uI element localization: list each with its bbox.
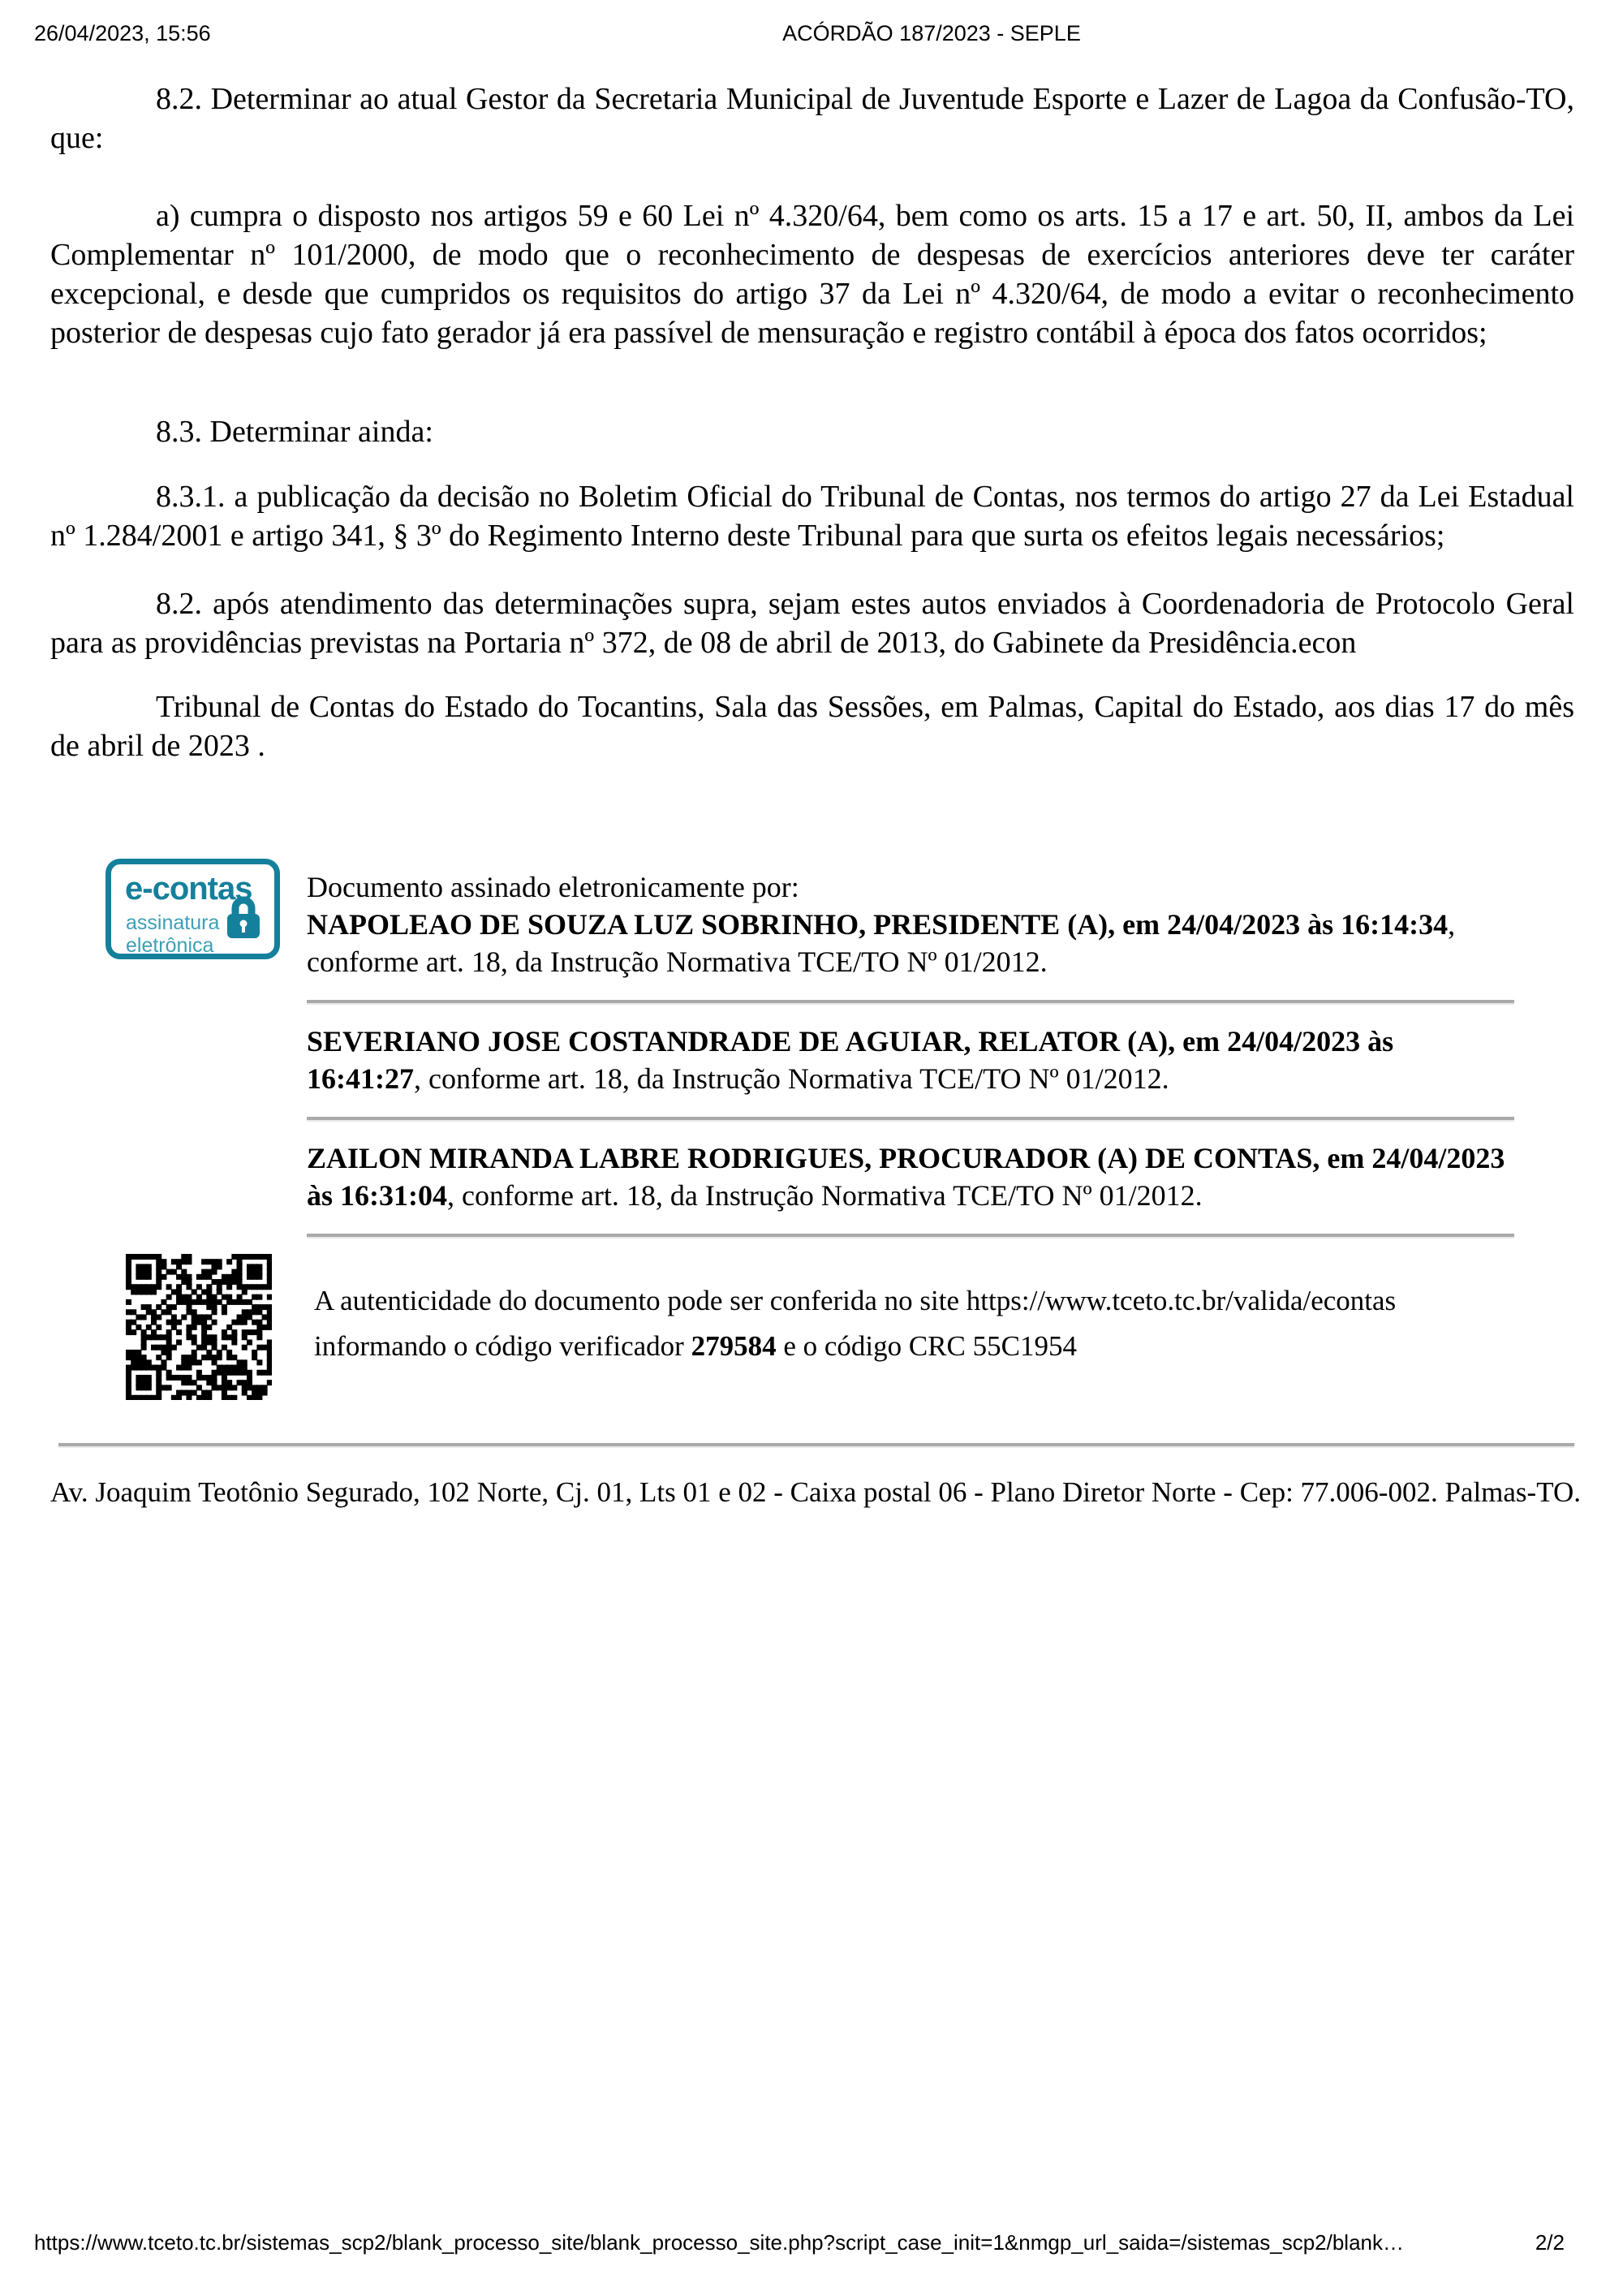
closing-paragraph: Tribunal de Contas do Estado do Tocantins, Sala das Sessões, em Palmas, Capital do Estado, aos dias 17 do mês de abril de 2023 .	[50, 690, 1574, 763]
paragraph-8-3-1: 8.3.1. a publicação da decisão no Boletim Oficial do Tribunal de Contas, nos termos do artigo 27 da Lei Estadual nº 1.284/2001 e artigo 341, § 3º do Regimento Interno deste Tribunal para que surta os efeitos legais necessários;	[50, 480, 1574, 553]
page-number: 2/2	[1535, 2230, 1565, 2255]
econtas-logo-subtitle-2: eletrônica	[126, 934, 214, 957]
signer-name-bold: ZAILON MIRANDA LABRE RODRIGUES, PROCURADOR (A) DE CONTAS, em 24/04/2023 às 16:31:04	[307, 1142, 1505, 1212]
footer-divider	[58, 1443, 1574, 1446]
source-url: https://www.tceto.tc.br/sistemas_scp2/blank_processo_site/blank_processo_site.php?script_case_init=1&nmgp_url_saida=/sistemas_scp2/blank…	[34, 2230, 1405, 2255]
signer-name-bold: SEVERIANO JOSE COSTANDRADE DE AGUIAR, RELATOR (A), em 24/04/2023 às 16:41:27	[307, 1025, 1394, 1095]
address-line: Av. Joaquim Teotônio Segurado, 102 Norte, Cj. 01, Lts 01 e 02 - Caixa postal 06 - Plano Diretor Norte - Cep: 77.006-002. Palmas-TO.	[50, 1476, 1581, 1508]
signature-divider	[307, 1234, 1514, 1237]
print-header	[0, 21, 1623, 54]
signer-entry	[307, 1139, 1514, 1214]
paragraph-8-2b: 8.2. após atendimento das determinações supra, sejam estes autos enviados à Coordenadoria de Protocolo Geral para as providências previstas na Portaria nº 372, de 08 de abril de 2013, do Gabinete da Presidência.econ	[50, 587, 1574, 660]
signature-column	[307, 859, 1514, 1256]
print-datetime: 26/04/2023, 15:56	[34, 21, 211, 45]
signer-entry	[307, 906, 1514, 980]
authenticity-text	[314, 1254, 1485, 1369]
paragraph-8-2: 8.2. Determinar ao atual Gestor da Secretaria Municipal de Juventude Esporte e Lazer de Lagoa da Confusão-TO, que:	[50, 82, 1574, 155]
paragraph-a: a) cumpra o disposto nos artigos 59 e 60 Lei nº 4.320/64, bem como os arts. 15 a 17 e art. 50, II, ambos da Lei Complementar nº 101/2000, de modo que o reconhecimento de despesas de exercícios anteriores deve ter caráter excepcional, e desde que cumpridos os requisitos do artigo 37 da Lei nº 4.320/64, de modo a evitar o reconhecimento posterior de despesas cujo fato gerador já era passível de mensuração e registro contábil à época dos fatos ocorridos;	[50, 199, 1574, 350]
signature-intro: Documento assinado eletronicamente por:	[307, 871, 799, 903]
signer-rest: , conforme art. 18, da Instrução Normativa TCE/TO Nº 01/2012.	[307, 908, 1456, 978]
signature-divider	[307, 1117, 1514, 1120]
signer-entry	[307, 1023, 1514, 1097]
econtas-logo-subtitle-1: assinatura	[126, 911, 220, 934]
authenticity-section	[126, 1254, 1485, 1400]
econtas-logo	[105, 859, 280, 959]
authenticity-before-code: A autenticidade do documento pode ser conferida no site https://www.tceto.tc.br/valida/econtas informando o código verificador	[314, 1285, 1397, 1362]
lock-icon	[224, 893, 263, 944]
signature-divider	[307, 1000, 1514, 1003]
document-body	[50, 80, 1574, 765]
authenticity-after-code: e o código CRC 55C1954	[776, 1330, 1078, 1362]
econtas-logo-title: e-contas	[125, 871, 252, 907]
signer-rest: , conforme art. 18, da Instrução Normativa TCE/TO Nº 01/2012.	[447, 1179, 1203, 1212]
signer-rest: , conforme art. 18, da Instrução Normativa TCE/TO Nº 01/2012.	[413, 1062, 1169, 1095]
verifier-code: 279584	[691, 1330, 777, 1362]
paragraph-8-3: 8.3. Determinar ainda:	[156, 415, 433, 449]
qr-code	[126, 1254, 272, 1400]
signature-section	[105, 859, 1514, 1256]
document-title: ACÓRDÃO 187/2023 - SEPLE	[782, 21, 1081, 45]
signer-name-bold: NAPOLEAO DE SOUZA LUZ SOBRINHO, PRESIDENTE (A), em 24/04/2023 às 16:14:34	[307, 908, 1449, 941]
